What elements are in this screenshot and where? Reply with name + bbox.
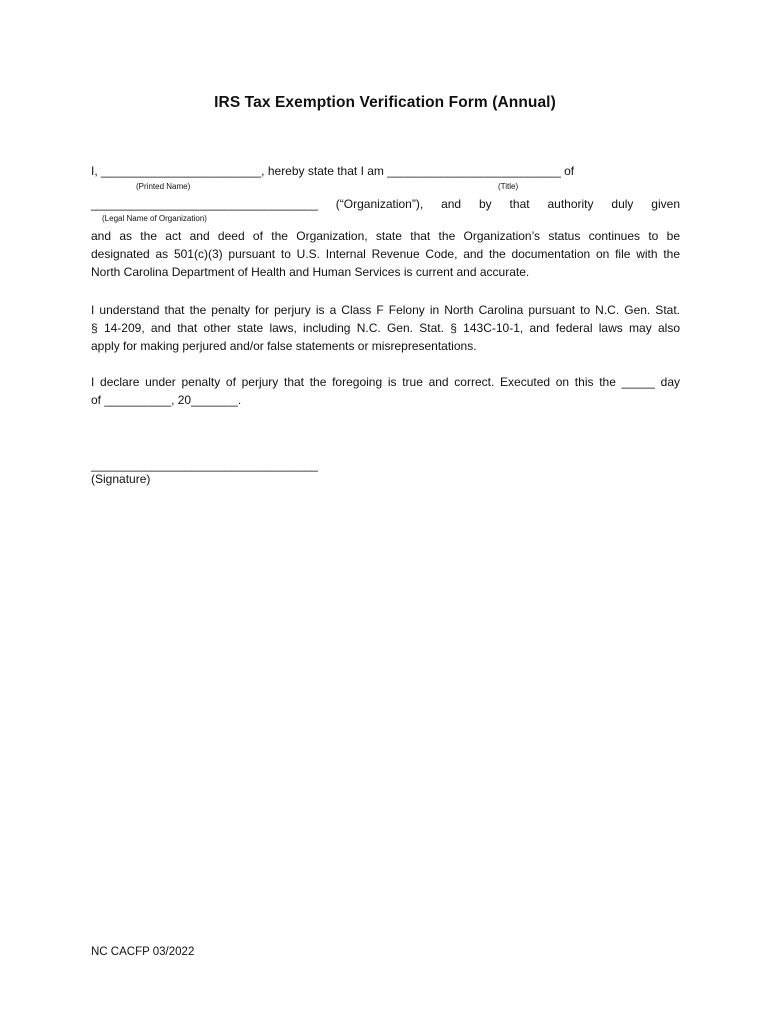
para1-line-3: North Carolina Department of Health and Human Services is current and accurate. [91, 265, 530, 279]
para2-line-3: apply for making perjured and/or false statements or misrepresentations. [91, 339, 477, 353]
para2-line-1: I understand that the penalty for perjury is a Class F Felony in North Carolina pursuant to N.C. Gen. Stat. [91, 303, 680, 317]
signature-line: __________________________________ [91, 458, 318, 472]
title-label: (Title) [498, 182, 519, 191]
signature-label: (Signature) [91, 472, 151, 486]
para3-line-1: I declare under penalty of perjury that the foregoing is true and correct. Executed on this the _____ day [91, 375, 680, 389]
printed-name-label: (Printed Name) [136, 182, 191, 191]
form-footer: NC CACFP 03/2022 [91, 946, 195, 958]
para1-line-1: and as the act and deed of the Organization, state that the Organization’s status continues to be [91, 229, 680, 243]
form-title: IRS Tax Exemption Verification Form (Annual) [214, 94, 556, 111]
legal-name-label: (Legal Name of Organization) [102, 214, 207, 223]
statement-line-2: __________________________________ (“Organization”), and by that authority duly given [91, 197, 680, 211]
para2-line-2: § 14-209, and that other state laws, including N.C. Gen. Stat. § 143C-10-1, and federal laws may also [91, 321, 680, 335]
para3-line-2: of __________, 20_______. [91, 393, 242, 407]
para1-line-2: designated as 501(c)(3) pursuant to U.S. Internal Revenue Code, and the documentation on file with the [91, 247, 680, 261]
statement-line-1: I, ________________________, hereby state that I am __________________________ of [91, 164, 575, 178]
